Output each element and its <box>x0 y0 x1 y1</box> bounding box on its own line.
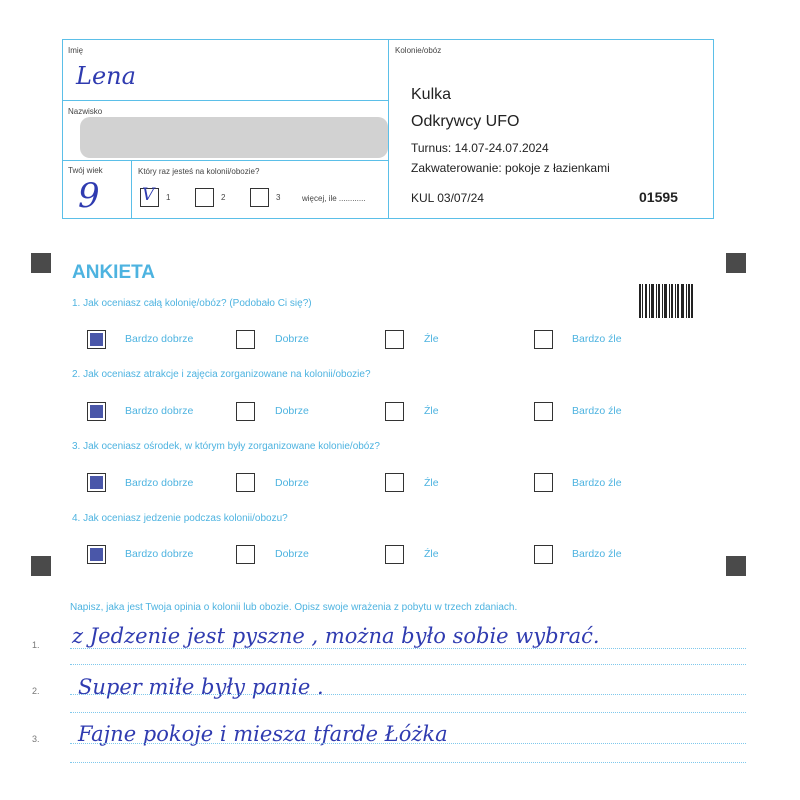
q2-option-bardzo-dobrze-label: Bardzo dobrze <box>125 405 194 417</box>
q3-option-bardzo-dobrze-label: Bardzo dobrze <box>125 477 194 489</box>
q4-option-bardzo-zle-checkbox[interactable] <box>534 545 553 564</box>
age-value: 9 <box>78 176 100 216</box>
visit-count-label: Który raz jesteś na kolonii/obozie? <box>138 167 260 176</box>
camp-code: KUL 03/07/24 <box>411 191 484 205</box>
q1-option-dobrze-label: Dobrze <box>275 333 309 345</box>
q4-option-bardzo-dobrze-checkbox[interactable] <box>87 545 106 564</box>
form-number: 01595 <box>639 189 678 205</box>
writing-line <box>70 694 746 695</box>
writing-line <box>70 712 746 713</box>
q3-option-bardzo-dobrze-checkbox[interactable] <box>87 473 106 492</box>
q4-option-dobrze-label: Dobrze <box>275 548 309 560</box>
registration-marker <box>31 556 51 576</box>
visit-count-checkbox-3[interactable] <box>250 188 269 207</box>
q3-option-dobrze-checkbox[interactable] <box>236 473 255 492</box>
q2-option-zle-checkbox[interactable] <box>385 402 404 421</box>
q1-option-zle-label: Źle <box>424 333 439 345</box>
header-divider <box>388 40 389 218</box>
opinion-answer-1[interactable]: z Jedzenie jest pyszne , można było sobie wybrać. <box>72 624 600 648</box>
last-name-label: Nazwisko <box>68 107 103 116</box>
visit-count-checkbox-2[interactable] <box>195 188 214 207</box>
q2-option-bardzo-zle-checkbox[interactable] <box>534 402 553 421</box>
q2-option-dobrze-checkbox[interactable] <box>236 402 255 421</box>
question-4: 4. Jak oceniasz jedzenie podczas kolonii/obozu? <box>72 513 288 524</box>
header-row-line <box>63 100 388 101</box>
opinion-answer-3[interactable]: Fajne pokoje i miesza tfarde Łóżka <box>78 722 448 746</box>
camp-program: Odkrywcy UFO <box>411 113 520 130</box>
header-row-line <box>63 160 388 161</box>
visit-count-option-3: 3 <box>276 193 281 202</box>
visit-count-option-2: 2 <box>221 193 226 202</box>
opinion-answer-2[interactable]: Super miłe były panie . <box>78 675 324 699</box>
q2-option-bardzo-zle-label: Bardzo źle <box>572 405 622 417</box>
q4-option-zle-checkbox[interactable] <box>385 545 404 564</box>
registration-marker <box>726 253 746 273</box>
question-3: 3. Jak oceniasz ośrodek, w którym były zorganizowane kolonie/obóz? <box>72 441 380 452</box>
q3-option-zle-checkbox[interactable] <box>385 473 404 492</box>
q3-option-dobrze-label: Dobrze <box>275 477 309 489</box>
registration-marker <box>726 556 746 576</box>
opinion-line-number: 3. <box>32 734 40 744</box>
opinion-line-number: 1. <box>32 640 40 650</box>
first-name-value: Lena <box>76 62 136 90</box>
q2-option-bardzo-dobrze-checkbox[interactable] <box>87 402 106 421</box>
redacted-last-name <box>80 117 388 158</box>
visit-count-checkbox-1[interactable]: V <box>140 188 159 207</box>
camp-name: Kulka <box>411 86 452 103</box>
question-2: 2. Jak oceniasz atrakcje i zajęcia zorganizowane na kolonii/obozie? <box>72 369 371 380</box>
opinion-line-number: 2. <box>32 686 40 696</box>
question-1: 1. Jak oceniasz całą kolonię/obóz? (Podobało Ci się?) <box>72 298 312 309</box>
accommodation: Zakwaterowanie: pokoje z łazienkami <box>411 161 610 175</box>
q3-option-bardzo-zle-label: Bardzo źle <box>572 477 622 489</box>
age-divider <box>131 160 132 218</box>
q3-option-zle-label: Źle <box>424 477 439 489</box>
camp-label: Kolonie/obóz <box>395 46 442 55</box>
q1-option-bardzo-dobrze-checkbox[interactable] <box>87 330 106 349</box>
registration-marker <box>31 253 51 273</box>
q4-option-dobrze-checkbox[interactable] <box>236 545 255 564</box>
q4-option-zle-label: Źle <box>424 548 439 560</box>
turnus-dates: Turnus: 14.07-24.07.2024 <box>411 141 549 155</box>
q4-option-bardzo-zle-label: Bardzo źle <box>572 548 622 560</box>
age-label: Twój wiek <box>68 166 103 175</box>
q3-option-bardzo-zle-checkbox[interactable] <box>534 473 553 492</box>
writing-line <box>70 762 746 763</box>
q4-option-bardzo-dobrze-label: Bardzo dobrze <box>125 548 194 560</box>
barcode-icon <box>639 284 693 318</box>
q1-option-bardzo-zle-label: Bardzo źle <box>572 333 622 345</box>
q1-option-zle-checkbox[interactable] <box>385 330 404 349</box>
writing-line <box>70 648 746 649</box>
opinion-prompt: Napisz, jaka jest Twoja opinia o kolonii lub obozie. Opisz swoje wrażenia z pobytu w trzech zdaniach. <box>70 602 518 613</box>
q1-option-bardzo-zle-checkbox[interactable] <box>534 330 553 349</box>
writing-line <box>70 664 746 665</box>
q1-option-bardzo-dobrze-label: Bardzo dobrze <box>125 333 194 345</box>
visit-count-more: więcej, ile ............ <box>302 194 366 203</box>
q1-option-dobrze-checkbox[interactable] <box>236 330 255 349</box>
first-name-label: Imię <box>68 46 84 55</box>
visit-count-option-1: 1 <box>166 193 171 202</box>
q2-option-zle-label: Źle <box>424 405 439 417</box>
survey-title: ANKIETA <box>72 262 156 283</box>
q2-option-dobrze-label: Dobrze <box>275 405 309 417</box>
writing-line <box>70 743 746 744</box>
